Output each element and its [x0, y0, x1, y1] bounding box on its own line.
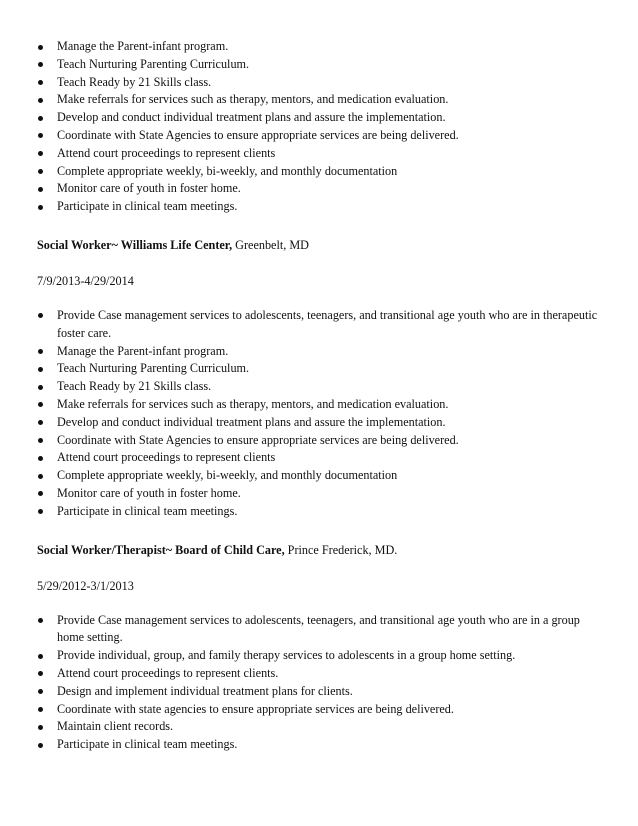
list-item: Attend court proceedings to represent clients.: [37, 665, 598, 683]
list-item: Coordinate with State Agencies to ensure appropriate services are being delivered.: [37, 127, 598, 145]
job-location: Greenbelt, MD: [235, 237, 309, 252]
list-item: Complete appropriate weekly, bi-weekly, and monthly documentation: [37, 163, 598, 181]
list-item: Teach Ready by 21 Skills class.: [37, 74, 598, 92]
list-item: Manage the Parent-infant program.: [37, 38, 598, 56]
list-item: Teach Ready by 21 Skills class.: [37, 378, 598, 396]
list-item: Participate in clinical team meetings.: [37, 198, 598, 216]
job-location: Prince Frederick, MD.: [287, 542, 398, 557]
list-item: Participate in clinical team meetings.: [37, 736, 598, 754]
job-dates: 7/9/2013-4/29/2014: [37, 273, 134, 288]
list-item: Monitor care of youth in foster home.: [37, 485, 598, 503]
duties-list: [37, 307, 598, 521]
list-item: Participate in clinical team meetings.: [37, 503, 598, 521]
list-item: Teach Nurturing Parenting Curriculum.: [37, 56, 598, 74]
list-item: Maintain client records.: [37, 718, 598, 736]
list-item: Coordinate with state agencies to ensure appropriate services are being delivered.: [37, 701, 598, 719]
list-item: Teach Nurturing Parenting Curriculum.: [37, 360, 598, 378]
list-item: Coordinate with State Agencies to ensure appropriate services are being delivered.: [37, 432, 598, 450]
job-title: Social Worker/Therapist~ Board of Child Care,: [37, 542, 285, 557]
list-item: Provide individual, group, and family therapy services to adolescents in a group home setting.: [37, 647, 598, 665]
list-item: Provide Case management services to adolescents, teenagers, and transitional age youth who are in a group home setting.: [37, 612, 598, 648]
job-heading: [37, 541, 598, 559]
list-item: Make referrals for services such as therapy, mentors, and medication evaluation.: [37, 91, 598, 109]
list-item: Attend court proceedings to represent clients: [37, 145, 598, 163]
list-item: Manage the Parent-infant program.: [37, 343, 598, 361]
duties-list: [37, 612, 598, 754]
job-dates: 5/29/2012-3/1/2013: [37, 578, 134, 593]
list-item: Provide Case management services to adolescents, teenagers, and transitional age youth who are in therapeutic foster care.: [37, 307, 598, 343]
duties-list: [37, 38, 598, 216]
list-item: Attend court proceedings to represent clients: [37, 449, 598, 467]
list-item: Develop and conduct individual treatment plans and assure the implementation.: [37, 414, 598, 432]
job-heading: [37, 236, 598, 254]
list-item: Monitor care of youth in foster home.: [37, 180, 598, 198]
list-item: Design and implement individual treatment plans for clients.: [37, 683, 598, 701]
list-item: Develop and conduct individual treatment plans and assure the implementation.: [37, 109, 598, 127]
list-item: Complete appropriate weekly, bi-weekly, and monthly documentation: [37, 467, 598, 485]
job-title: Social Worker~ Williams Life Center,: [37, 237, 233, 252]
list-item: Make referrals for services such as therapy, mentors, and medication evaluation.: [37, 396, 598, 414]
